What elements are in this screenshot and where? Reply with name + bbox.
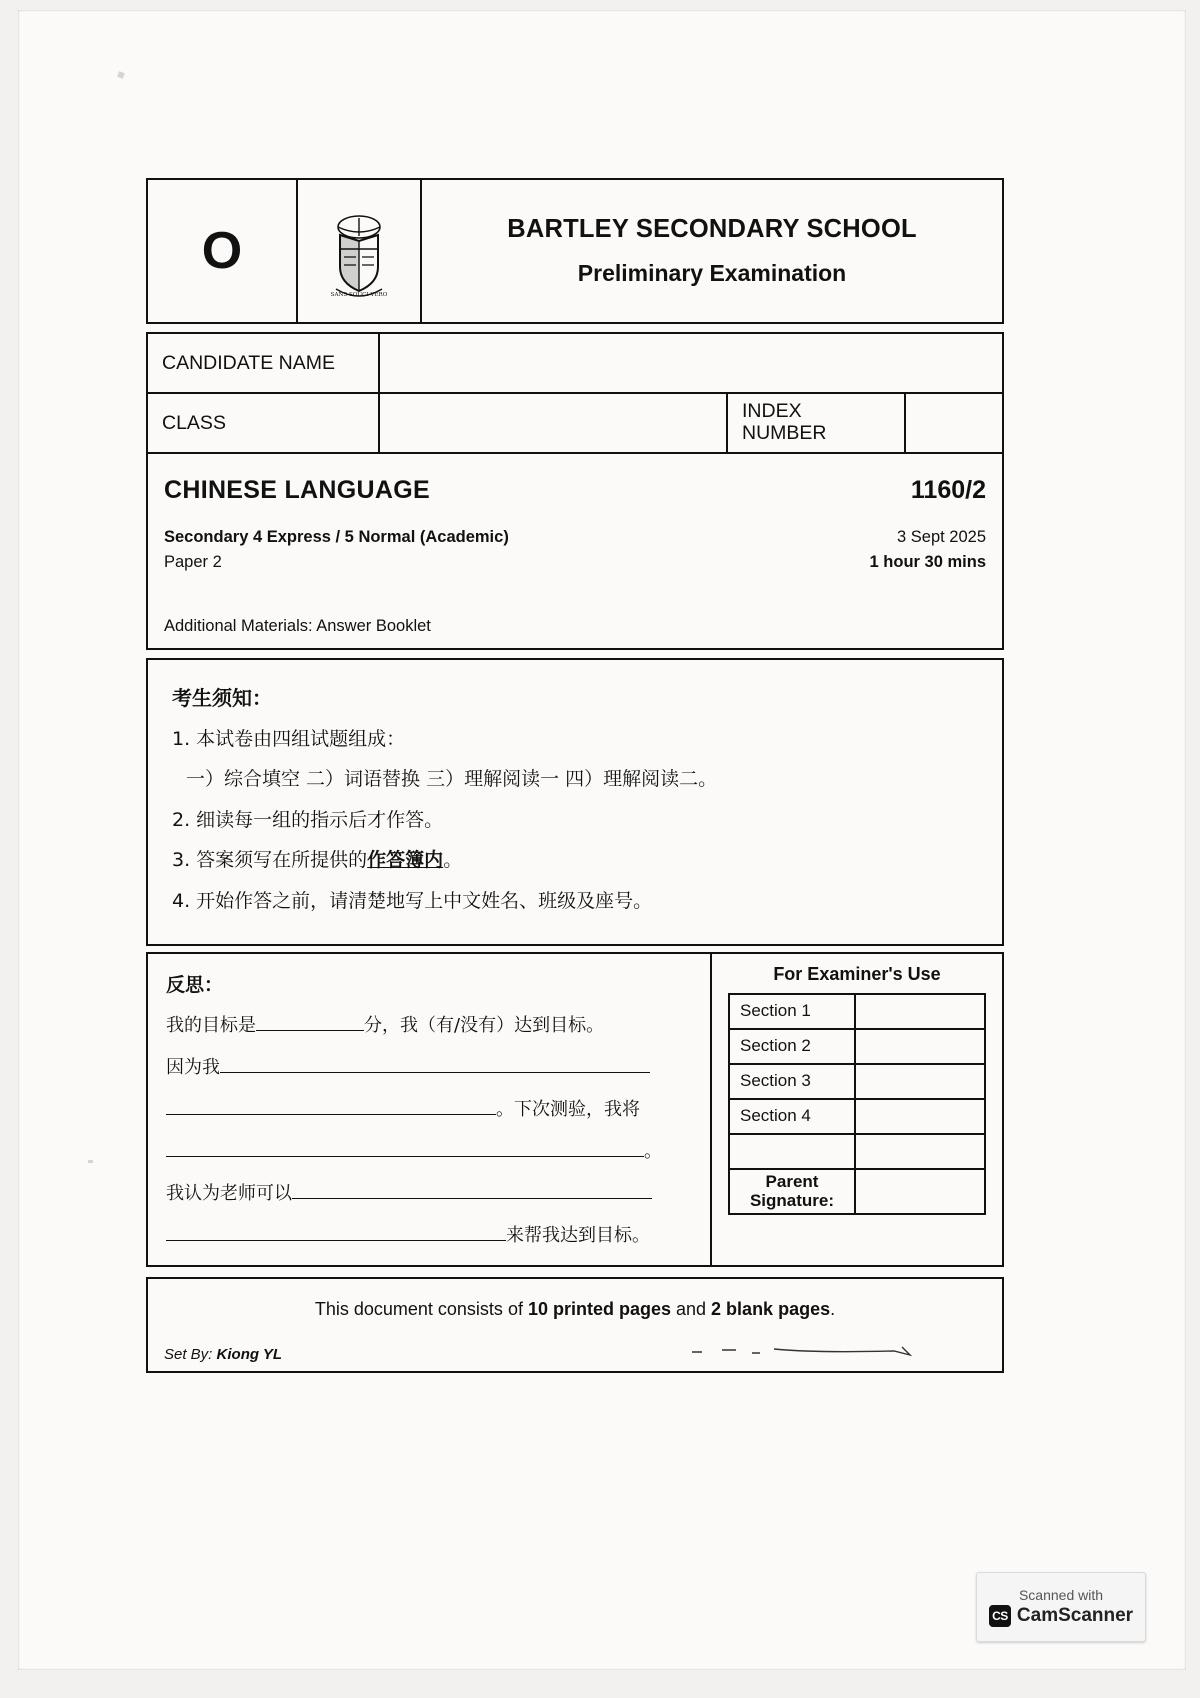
- instruction-item-2: 2. 细读每一组的指示后才作答。: [172, 808, 444, 831]
- examiner-marks-table: [728, 993, 986, 1215]
- candidate-name-input[interactable]: [380, 334, 1002, 392]
- school-crest-icon: [322, 205, 396, 297]
- watermark-top-text: Scanned with: [1018, 1587, 1104, 1603]
- subject-top-row: [164, 476, 986, 505]
- table-row: [729, 1134, 985, 1169]
- date-duration: [870, 525, 986, 575]
- set-by-name: Kiong YL: [216, 1345, 283, 1363]
- scan-speck: [117, 71, 125, 79]
- exam-duration: 1 hour 30 mins: [869, 552, 986, 571]
- handwritten-scrawl: [688, 1343, 988, 1359]
- reflection-reason-blank[interactable]: [220, 1054, 650, 1073]
- subject-mid-row: [164, 525, 986, 575]
- reflection-teacher-prefix: 我认为老师可以: [166, 1182, 292, 1204]
- subject-title: CHINESE LANGUAGE: [164, 476, 430, 504]
- scan-area: [18, 10, 1186, 1670]
- candidate-class-row: [148, 394, 1002, 454]
- crest-cell: [298, 180, 422, 322]
- svg-text:SANS SOUCI VERO: SANS SOUCI VERO: [330, 292, 388, 297]
- candidate-name-row: [148, 334, 1002, 394]
- parent-signature-line2: Signature:: [749, 1191, 835, 1211]
- parent-signature-label: [729, 1169, 855, 1214]
- reflection-help-end: 来帮我达到目标。: [506, 1224, 650, 1246]
- reflection-goal-prefix: 我的目标是: [166, 1014, 256, 1036]
- scan-speck: [88, 1160, 93, 1163]
- section-4-mark[interactable]: [855, 1099, 985, 1134]
- set-by-line: [164, 1346, 282, 1363]
- reflection-line-5: [166, 1179, 692, 1205]
- reflection-plan-end: 。: [644, 1140, 662, 1162]
- reflection-teacher-blank[interactable]: [292, 1180, 652, 1199]
- instructions-title: 考生须知：: [172, 685, 272, 710]
- subject-block: [146, 454, 1004, 650]
- reflection-block: [148, 954, 712, 1265]
- set-by-label: Set By:: [164, 1345, 213, 1363]
- reflection-examiner-row: [146, 952, 1004, 1267]
- exam-date: 3 Sept 2025: [897, 528, 986, 546]
- instruction-3-prefix: 3. 答案须写在所提供的: [172, 849, 368, 872]
- candidate-name-label: CANDIDATE NAME: [148, 334, 380, 392]
- paper-number: Paper 2: [164, 552, 222, 571]
- parent-signature-line1: Parent: [765, 1171, 819, 1191]
- level-info: [164, 525, 509, 575]
- doc-printed-pages: 10 printed pages: [527, 1298, 671, 1319]
- doc-blank-pages: 2 blank pages: [711, 1298, 831, 1319]
- watermark-brand: CamScanner: [1016, 1605, 1134, 1626]
- index-number-label: [728, 394, 906, 452]
- doc-prefix: This document consists of: [314, 1298, 528, 1319]
- total-mark[interactable]: [855, 1134, 985, 1169]
- doc-suffix: .: [830, 1298, 836, 1319]
- index-label-line2: NUMBER: [742, 422, 827, 444]
- index-label-line1: INDEX: [742, 400, 802, 423]
- class-input[interactable]: [380, 394, 728, 452]
- candidate-details-table: [146, 332, 1004, 454]
- section-2-mark[interactable]: [855, 1029, 985, 1064]
- index-number-input[interactable]: [906, 394, 1002, 452]
- instruction-3-suffix: 。: [443, 849, 463, 872]
- level-text: Secondary 4 Express / 5 Normal (Academic): [164, 528, 509, 546]
- instruction-item-3: [172, 848, 978, 874]
- additional-materials: Additional Materials: Answer Booklet: [164, 616, 431, 635]
- document-pages-note: [164, 1299, 986, 1320]
- reflection-goal-suffix: 分，我（有/没有）达到目标。: [364, 1014, 605, 1036]
- table-row: [729, 994, 985, 1029]
- examiner-title: For Examiner's Use: [773, 963, 941, 984]
- table-row: [729, 1029, 985, 1064]
- reflection-goal-blank[interactable]: [256, 1012, 364, 1031]
- watermark-brand-row: [989, 1605, 1133, 1627]
- section-3-mark[interactable]: [855, 1064, 985, 1099]
- examiner-use-block: [712, 954, 1002, 1265]
- table-row: [729, 1064, 985, 1099]
- instruction-item-1: 1. 本试卷由四组试题组成：: [172, 727, 406, 750]
- reflection-title: 反思：: [166, 973, 224, 996]
- exam-cover-sheet: [146, 178, 1004, 1373]
- reflection-line-4: [166, 1137, 692, 1163]
- reflection-help-blank[interactable]: [166, 1222, 506, 1241]
- table-row: [729, 1169, 985, 1214]
- reflection-continue-blank[interactable]: [166, 1096, 496, 1115]
- parent-signature-field[interactable]: [855, 1169, 985, 1214]
- subject-code: 1160/2: [910, 476, 986, 504]
- reflection-line-6: [166, 1221, 692, 1247]
- reflection-line-1: [166, 1011, 692, 1037]
- camscanner-logo-icon: CS: [989, 1605, 1011, 1627]
- doc-mid: and: [671, 1298, 712, 1319]
- o-level-mark: O: [148, 180, 298, 322]
- reflection-reason-prefix: 因为我: [166, 1056, 220, 1078]
- reflection-next-text: 。下次测验，我将: [496, 1098, 640, 1120]
- section-4-label: Section 4: [729, 1099, 855, 1134]
- section-1-label: Section 1: [729, 994, 855, 1029]
- instructions-block: [146, 658, 1004, 946]
- camscanner-watermark: [976, 1572, 1146, 1642]
- class-label: CLASS: [148, 394, 380, 452]
- reflection-plan-blank[interactable]: [166, 1138, 644, 1157]
- exam-name: Preliminary Examination: [577, 260, 847, 286]
- exam-header: [146, 178, 1004, 324]
- total-label: [729, 1134, 855, 1169]
- header-titles: [422, 180, 1002, 322]
- instruction-item-4: 4. 开始作答之前，请清楚地写上中文姓名、班级及座号。: [172, 890, 653, 913]
- table-row: [729, 1099, 985, 1134]
- reflection-line-2: [166, 1053, 692, 1079]
- section-3-label: Section 3: [729, 1064, 855, 1099]
- reflection-line-3: [166, 1095, 692, 1121]
- instruction-3-emphasis: 作答簿内: [367, 849, 444, 872]
- instruction-item-1-detail: 一）综合填空 二）词语替换 三）理解阅读一 四）理解阅读二。: [186, 768, 718, 791]
- section-2-label: Section 2: [729, 1029, 855, 1064]
- footer-block: [146, 1277, 1004, 1373]
- school-name: BARTLEY SECONDARY SCHOOL: [507, 215, 917, 243]
- section-1-mark[interactable]: [855, 994, 985, 1029]
